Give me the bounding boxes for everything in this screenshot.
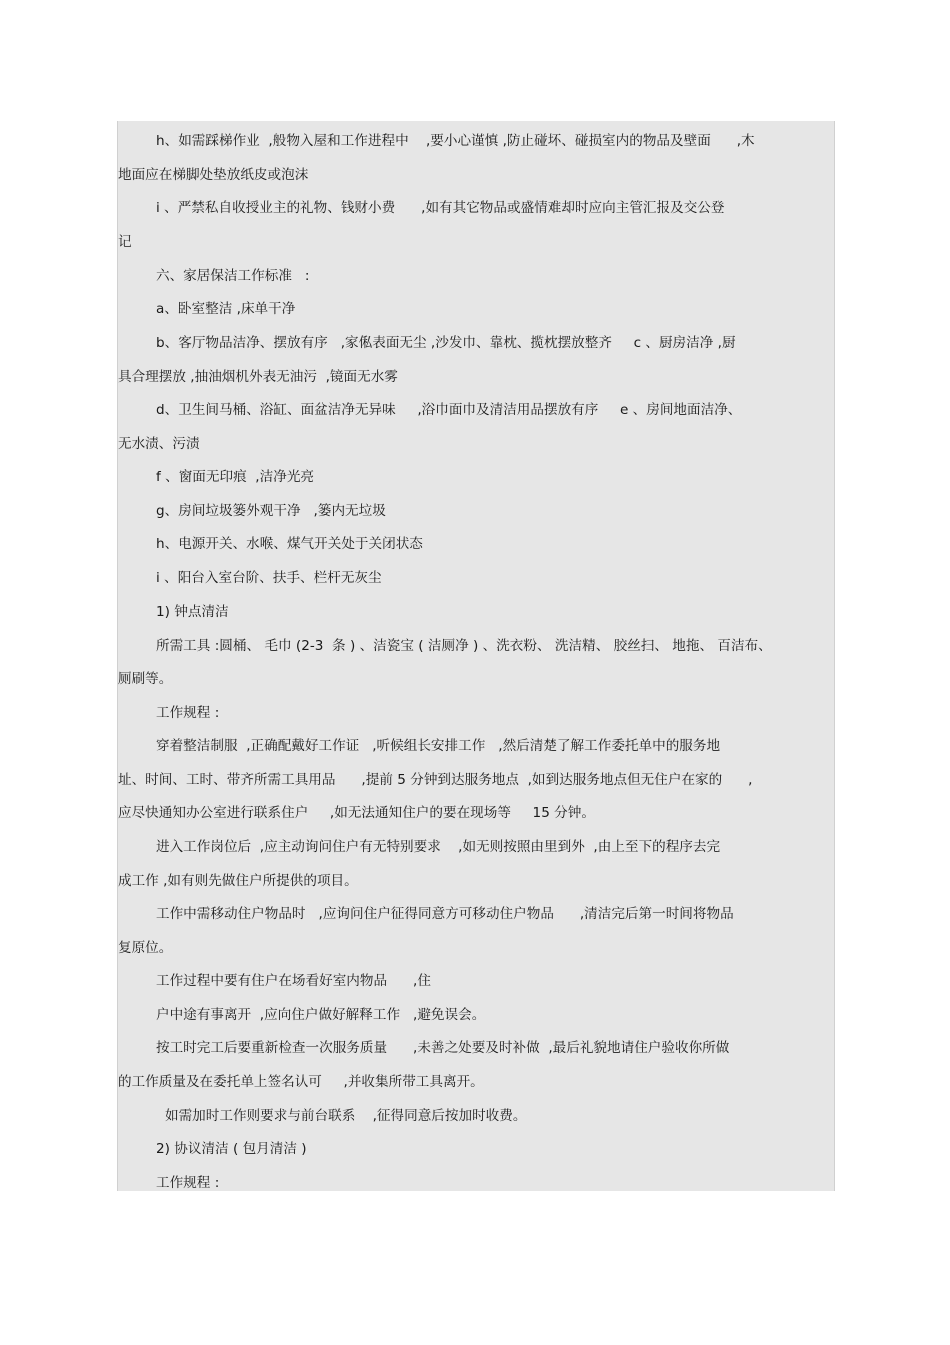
text-line: g、房间垃圾篓外观干净 ,篓内无垃圾 (156, 503, 386, 519)
text-line: 厕刷等。 (118, 671, 173, 687)
text-line: 址、时间、工时、带齐所需工具用品 ,提前 5 分钟到达服务地点 ,如到达服务地点但无住户在家的 , (118, 772, 753, 788)
text-line: a、卧室整洁 ,床单干净 (156, 301, 296, 317)
text-line: 所需工具 :圆桶、 毛巾 (2-3 条 ) 、洁瓷宝 ( 洁厕净 ) 、洗衣粉、 洗洁精、 胶丝扫、 地拖、 百洁布、 (156, 638, 772, 654)
text-line: 工作规程 : (156, 705, 220, 721)
text-line: h、如需踩梯作业 ,般物入屋和工作进程中 ,要小心谨慎 ,防止碰坏、碰损室内的物品及壁面 ,木 (156, 133, 755, 149)
text-line: i 、阳台入室台阶、扶手、栏杆无灰尘 (156, 570, 382, 586)
text-line: f 、窗面无印痕 ,洁净光亮 (156, 469, 315, 485)
text-line: 的工作质量及在委托单上签名认可 ,并收集所带工具离开。 (118, 1074, 484, 1090)
section-heading: 六、家居保洁工作标准 : (156, 268, 310, 284)
text-line: 具合理摆放 ,抽油烟机外表无油污 ,镜面无水雾 (118, 369, 398, 385)
text-line: 工作过程中要有住户在场看好室内物品 ,住 (156, 973, 431, 989)
text-line: b、客厅物品洁净、摆放有序 ,家俬表面无尘 ,沙发巾、靠枕、揽枕摆放整齐 c 、厨房洁净 ,厨 (156, 335, 736, 351)
text-line: 成工作 ,如有则先做住户所提供的项目。 (118, 873, 358, 889)
subsection-heading: 1) 钟点清洁 (156, 604, 229, 620)
text-line: 进入工作岗位后 ,应主动询问住户有无特别要求 ,如无则按照由里到外 ,由上至下的程序去完 (156, 839, 721, 855)
text-line: 工作中需移动住户物品时 ,应询问住户征得同意方可移动住户物品 ,清洁完后第一时间将物品 (156, 906, 734, 922)
text-line: 应尽快通知办公室进行联系住户 ,如无法通知住户的要在现场等 15 分钟。 (118, 805, 595, 821)
text-line: 地面应在梯脚处垫放纸皮或泡沫 (118, 167, 309, 183)
text-line: 如需加时工作则要求与前台联系 ,征得同意后按加时收费。 (165, 1108, 527, 1124)
text-line: i 、严禁私自收授业主的礼物、钱财小费 ,如有其它物品或盛情难却时应向主管汇报及交公登 (156, 200, 725, 216)
text-line: 记 (118, 234, 132, 250)
text-line: 户中途有事离开 ,应向住户做好解释工作 ,避免误会。 (156, 1007, 486, 1023)
subsection-heading: 2) 协议清洁 ( 包月清洁 ) (156, 1141, 307, 1157)
text-line: 无水渍、污渍 (118, 436, 200, 452)
text-line: 按工时完工后要重新检查一次服务质量 ,未善之处要及时补做 ,最后礼貌地请住户验收你所做 (156, 1040, 730, 1056)
text-line: 工作规程 : (156, 1175, 220, 1191)
text-line: 复原位。 (118, 940, 173, 956)
document-page (117, 121, 835, 1191)
text-line: 穿着整洁制服 ,正确配戴好工作证 ,听候组长安排工作 ,然后清楚了解工作委托单中的服务地 (156, 738, 721, 754)
text-line: d、卫生间马桶、浴缸、面盆洁净无异味 ,浴巾面巾及清洁用品摆放有序 e 、房间地面洁净、 (156, 402, 742, 418)
text-line: h、电源开关、水喉、煤气开关处于关闭状态 (156, 536, 423, 552)
